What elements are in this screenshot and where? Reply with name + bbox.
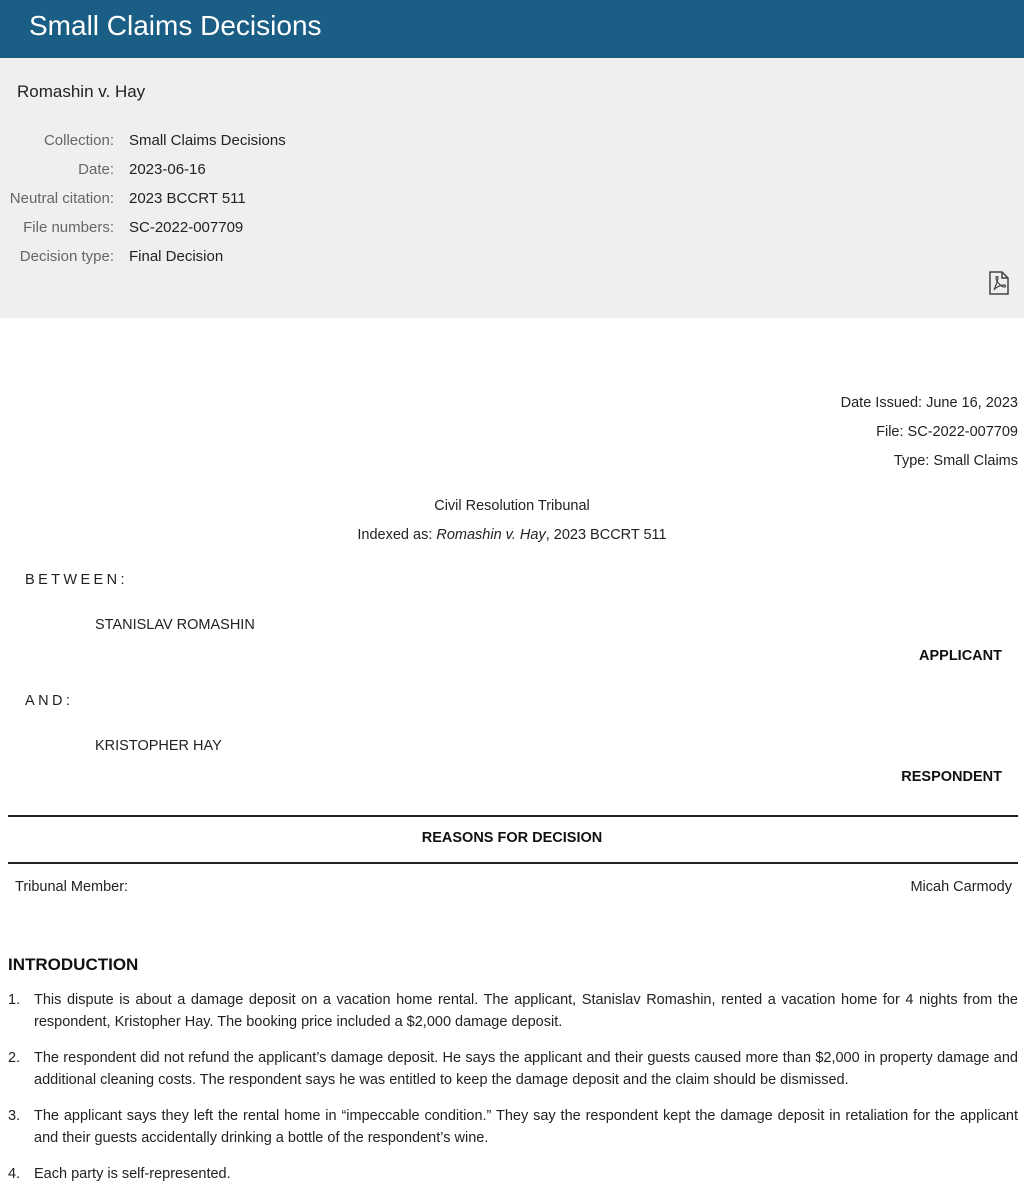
paragraph-number: 4.: [8, 1166, 21, 1182]
case-title: Romashin v. Hay: [17, 82, 146, 101]
applicant-name: STANISLAV ROMASHIN: [95, 617, 255, 633]
paragraph: [8, 1163, 1018, 1185]
indexed-as: [0, 527, 1024, 543]
divider: [8, 862, 1018, 864]
file-number: File: SC-2022-007709: [876, 424, 1018, 440]
meta-value: Final Decision: [129, 248, 224, 265]
meta-value: 2023-06-16: [129, 161, 206, 178]
meta-row-decision-type: [0, 248, 600, 268]
meta-label: Date:: [78, 161, 114, 178]
paragraph-text: The respondent did not refund the applicant’s damage deposit. He says the applicant and their guests caused more than $2,000 in property damage and additional cleaning costs. The respondent says he was entitled to keep the damage deposit and the claim should be dismissed.: [34, 1050, 1018, 1088]
paragraph-text: This dispute is about a damage deposit on a vacation home rental. The applicant, Stanislav Romashin, rented a vacation home for 4 nights from the respondent, Kristopher Hay. The booking price included a $2,000 damage deposit.: [34, 992, 1018, 1030]
meta-row-neutral-citation: [0, 190, 600, 210]
divider: [8, 815, 1018, 817]
meta-value: Small Claims Decisions: [129, 132, 286, 149]
reasons-heading: REASONS FOR DECISION: [421, 830, 603, 846]
pdf-file-icon[interactable]: [988, 271, 1010, 295]
tribunal-name: Civil Resolution Tribunal: [434, 498, 590, 514]
decision-document: [0, 318, 1024, 1185]
case-metadata-panel: [0, 58, 1024, 318]
paragraph-text: Each party is self-represented.: [34, 1166, 231, 1182]
tribunal-member-name: Micah Carmody: [910, 879, 1012, 895]
tribunal-member-label: Tribunal Member:: [15, 879, 129, 895]
paragraph: [8, 1047, 1018, 1091]
meta-label: Neutral citation:: [9, 190, 114, 207]
indexed-prefix: Indexed as:: [357, 527, 437, 543]
app-title: Small Claims Decisions: [29, 10, 322, 41]
meta-row-collection: [0, 132, 600, 152]
meta-row-date: [0, 161, 600, 181]
paragraph-number: 3.: [8, 1108, 21, 1124]
meta-label: File numbers:: [23, 219, 114, 236]
paragraph-number: 1.: [8, 992, 21, 1008]
paragraph: [8, 1105, 1018, 1149]
paragraph-number: 2.: [8, 1050, 21, 1066]
meta-row-file-numbers: [0, 219, 600, 239]
meta-value: 2023 BCCRT 511: [129, 190, 246, 207]
indexed-case-name: Romashin v. Hay: [436, 527, 546, 543]
meta-label: Collection:: [43, 132, 114, 149]
decision-type: Type: Small Claims: [893, 453, 1018, 469]
applicant-role: APPLICANT: [919, 648, 1002, 664]
meta-label: Decision type:: [19, 248, 114, 265]
paragraph-text: The applicant says they left the rental home in “impeccable condition.” They say the respondent kept the damage deposit in retaliation for the applicant and their guests accidentally drinking a bottle of the respondent’s wine.: [34, 1108, 1018, 1146]
header-bar: [0, 0, 1024, 58]
and-label: AND:: [25, 693, 74, 709]
respondent-role: RESPONDENT: [901, 769, 1002, 785]
indexed-citation: , 2023 BCCRT 511: [545, 527, 667, 543]
meta-value: SC-2022-007709: [129, 219, 244, 236]
respondent-name: KRISTOPHER HAY: [95, 738, 222, 754]
date-issued: Date Issued: June 16, 2023: [840, 395, 1018, 411]
between-label: BETWEEN:: [25, 572, 128, 588]
introduction-heading: INTRODUCTION: [8, 955, 139, 974]
paragraph: [8, 989, 1018, 1033]
